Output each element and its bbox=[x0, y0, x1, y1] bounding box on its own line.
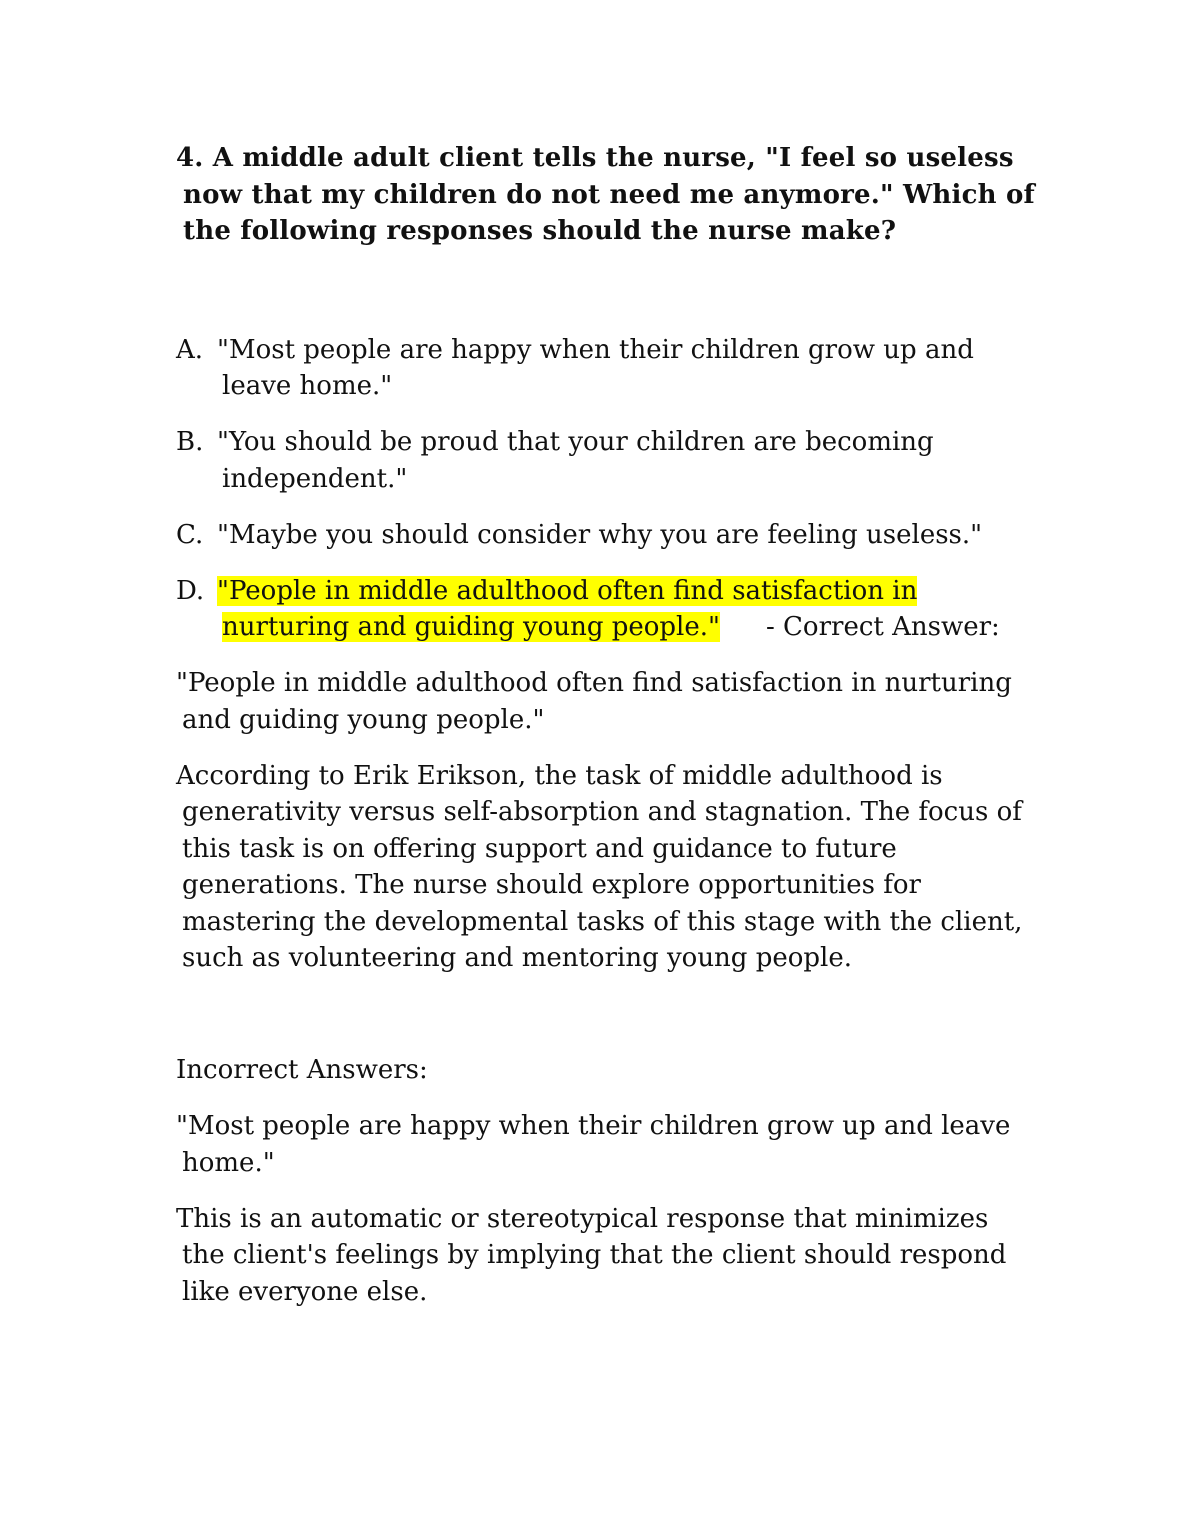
answer-options bbox=[176, 332, 1036, 646]
correct-answer-label: - Correct Answer: bbox=[765, 612, 1000, 642]
option-text: "Maybe you should consider why you are feeling useless." bbox=[217, 519, 983, 550]
incorrect-answer-text: "Most people are happy when their children grow up and leave home." bbox=[176, 1111, 1011, 1178]
correct-answer-text: "People in middle adulthood often find satisfaction in nurturing and guiding young people." bbox=[176, 668, 1012, 735]
option-letter: B. bbox=[176, 427, 204, 457]
option-text-wrapper bbox=[217, 573, 1036, 646]
correct-rationale: According to Erik Erikson, the task of middle adulthood is generativity versus self-absorption and stagnation. The focus of this task is on offering support and guidance to future generations. The nurse should explore opportunities for mastering the developmental tasks of this stage with the client, such as volunteering and mentoring young people. bbox=[176, 760, 1023, 973]
spacer bbox=[176, 996, 1036, 1052]
option-d bbox=[176, 573, 1036, 646]
option-c bbox=[176, 517, 1036, 554]
question-text: 4. A middle adult client tells the nurse, "I feel so useless now that my children do not need me anymore." Which of the following responses should the nurse make? bbox=[176, 143, 1035, 246]
incorrect-heading: Incorrect Answers: bbox=[176, 1055, 428, 1085]
option-text: "You should be proud that your children are becoming independent." bbox=[217, 427, 934, 494]
option-letter: D. bbox=[176, 575, 205, 606]
option-b bbox=[176, 424, 1036, 497]
incorrect-rationale: This is an automatic or stereotypical response that minimizes the client's feelings by implying that the client should respond like everyone else. bbox=[176, 1203, 1007, 1307]
option-letter: A. bbox=[176, 334, 204, 365]
document-page bbox=[176, 140, 1036, 1330]
option-a bbox=[176, 332, 1036, 405]
option-text: "Most people are happy when their children grow up and leave home." bbox=[217, 334, 974, 401]
highlighted-correct-option: "People in middle adulthood often find satisfaction in nurturing and guiding young people." bbox=[217, 575, 918, 642]
option-letter: C. bbox=[176, 519, 204, 550]
